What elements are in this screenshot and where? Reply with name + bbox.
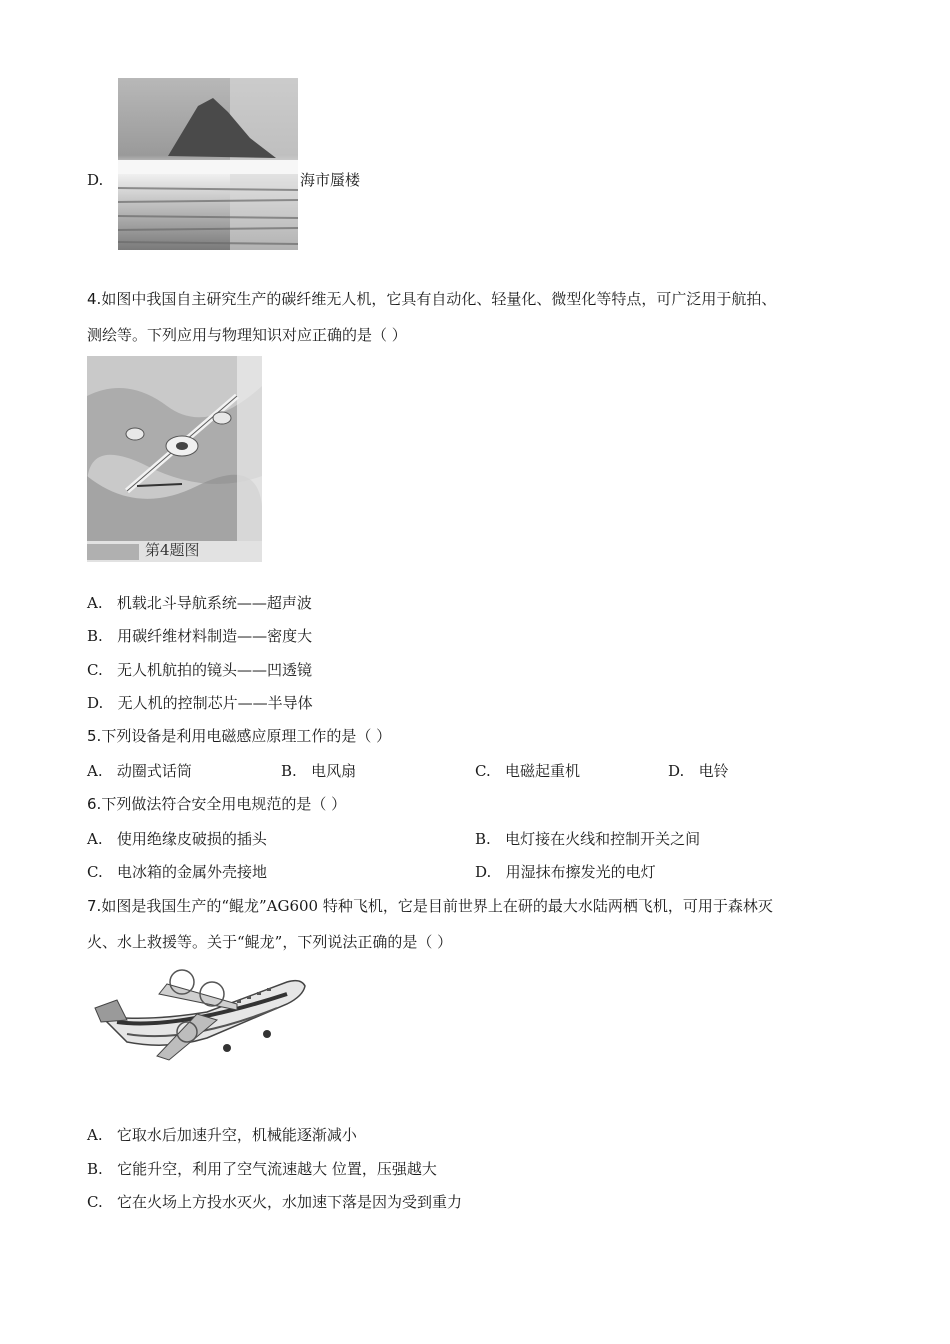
mirage-photo (118, 78, 298, 250)
q5-option-c (475, 761, 580, 781)
q5-option-a (87, 761, 192, 781)
q6-stem-text: 下列做法符合安全用电规范的是（ ） (101, 795, 347, 813)
q4-option-d (87, 693, 313, 713)
q4-stem-line2: 测绘等。下列应用与物理知识对应正确的是（ ） (87, 326, 407, 344)
option-text: 使用绝缘皮破损的插头 (116, 830, 267, 848)
q4-number: 4. (87, 290, 102, 308)
option-letter: D. (475, 863, 492, 881)
option-text: 电铃 (698, 762, 729, 780)
option-letter: D. (668, 762, 685, 780)
q7-stem-line2: 火、水上救援等。关于“鲲龙”，下列说法正确的是（ ） (87, 933, 453, 951)
q4-stem-line1 (87, 289, 776, 309)
option-letter: C. (475, 762, 491, 780)
q6-number: 6. (87, 795, 102, 813)
q4-option-b (87, 626, 312, 646)
option-letter: A. (87, 1126, 103, 1144)
q4-option-a (87, 593, 312, 613)
option-text: 用碳纤维材料制造——密度大 (117, 627, 313, 645)
drone-photo (87, 356, 262, 562)
q7-option-a (87, 1125, 357, 1145)
q5-option-b (281, 761, 356, 781)
q6-stem (87, 794, 346, 814)
q5-stem (87, 726, 391, 746)
drone-figure-caption: 第4题图 (145, 541, 200, 559)
option-text: 动圈式话筒 (116, 762, 192, 780)
q6-option-c (87, 862, 267, 882)
seaplane-photo (87, 964, 309, 1066)
q5-number: 5. (87, 727, 102, 745)
q3-option-d-letter: D. (87, 171, 104, 189)
q7-option-b (87, 1159, 437, 1179)
option-letter: A. (87, 830, 103, 848)
q7-option-c (87, 1192, 462, 1212)
option-text: 电风扇 (311, 762, 357, 780)
option-letter: B. (87, 627, 103, 645)
q6-option-a (87, 829, 267, 849)
option-text: 电磁起重机 (505, 762, 581, 780)
option-text: 用湿抹布擦发光的电灯 (505, 863, 656, 881)
q7-number: 7. (87, 897, 102, 915)
seaplane-illustration (87, 964, 309, 1066)
q6-option-b (475, 829, 700, 849)
option-letter: A. (87, 594, 103, 612)
option-letter: C. (87, 863, 103, 881)
option-text: 它取水后加速升空，机械能逐渐减小 (116, 1126, 357, 1144)
mirage-illustration (118, 78, 298, 250)
q4-option-c (87, 660, 312, 680)
option-text: 无人机航拍的镜头——凹透镜 (117, 661, 313, 679)
option-letter: B. (475, 830, 491, 848)
q3-option-d-label: 海市蜃楼 (300, 171, 361, 189)
drone-illustration (87, 356, 262, 562)
option-text: 无人机的控制芯片——半导体 (117, 694, 313, 712)
option-letter: B. (87, 1160, 103, 1178)
q6-option-d (475, 862, 656, 882)
option-letter: A. (87, 762, 103, 780)
option-text: 机载北斗导航系统——超声波 (116, 594, 312, 612)
option-text: 它在火场上方投水灭火，水加速下落是因为受到重力 (117, 1193, 463, 1211)
option-letter: D. (87, 694, 104, 712)
q7-stem-text1: 如图是我国生产的“鲲龙”AG600 特种飞机，它是目前世界上在研的最大水陆两栖飞机，可用于森林灭 (101, 897, 773, 915)
q7-stem-line1 (87, 896, 773, 916)
q5-option-d (668, 761, 729, 781)
option-letter: B. (281, 762, 297, 780)
option-text: 电灯接在火线和控制开关之间 (505, 830, 701, 848)
option-letter: C. (87, 661, 103, 679)
q5-stem-text: 下列设备是利用电磁感应原理工作的是（ ） (101, 727, 392, 745)
option-letter: C. (87, 1193, 103, 1211)
q4-stem-text1: 如图中我国自主研究生产的碳纤维无人机，它具有自动化、轻量化、微型化等特点，可广泛用于航拍、 (101, 290, 777, 308)
option-text: 电冰箱的金属外壳接地 (117, 863, 268, 881)
option-text: 它能升空，利用了空气流速越大 位置，压强越大 (117, 1160, 437, 1178)
